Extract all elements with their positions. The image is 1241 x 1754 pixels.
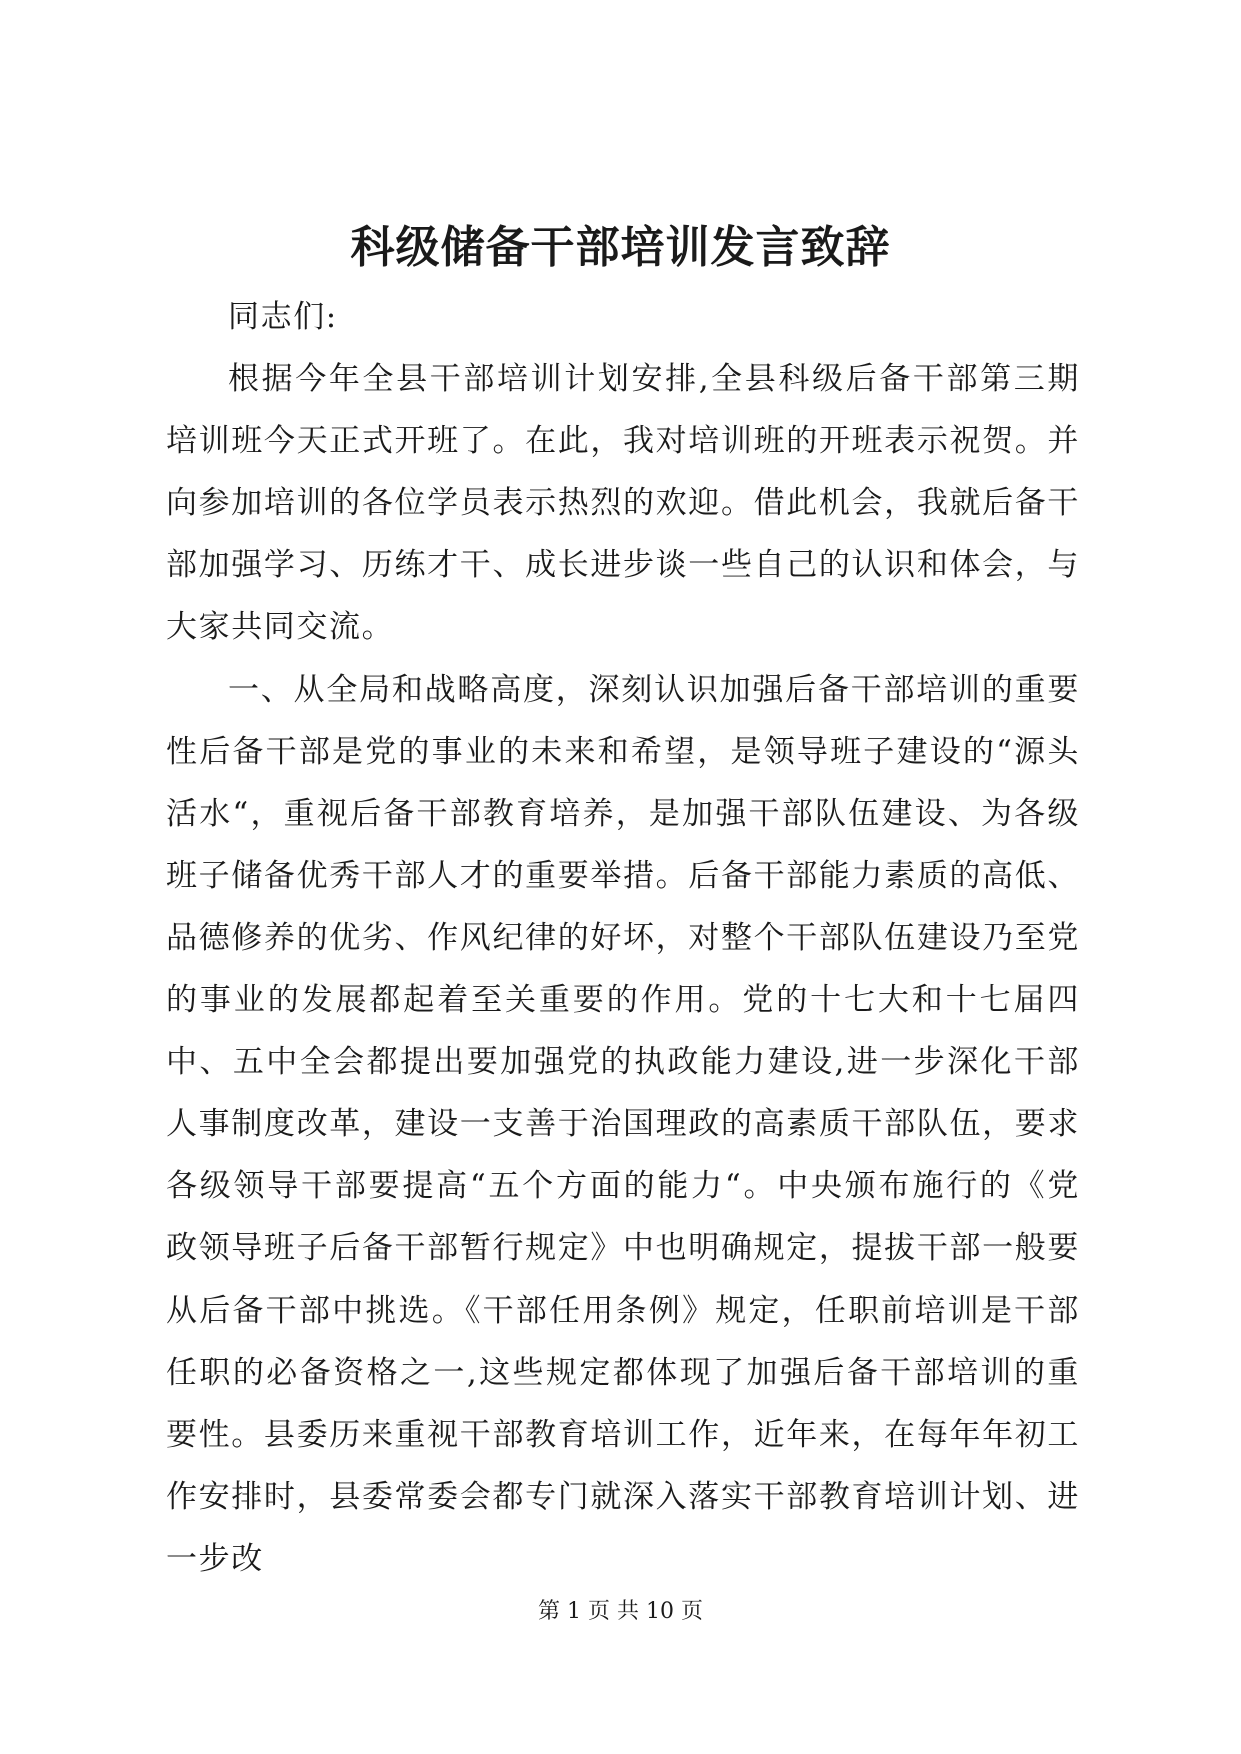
paragraph-1: 根据今年全县干部培训计划安排,全县科级后备干部第三期培训班今天正式开班了。在此，我对培训班的开班表示祝贺。并向参加培训的各位学员表示热烈的欢迎。借此机会，我就后备干部加强学习、历练才干、成长进步谈一些自己的认识和体会，与大家共同交流。	[166, 361, 1080, 646]
paragraph-2: 一、从全局和战略高度，深刻认识加强后备干部培训的重要性后备干部是党的事业的未来和希望，是领导班子建设的“源头活水“，重视后备干部教育培养，是加强干部队伍建设、为各级班子储备优秀干部人才的重要举措。后备干部能力素质的高低、品德修养的优劣、作风纪律的好坏，对整个干部队伍建设乃至党的事业的发展都起着至关重要的作用。党的十七大和十七届四中、五中全会都提出要加强党的执政能力建设,进一步深化干部人事制度改革，建设一支善于治国理政的高素质干部队伍，要求各级领导干部要提高“五个方面的能力“。中央颁布施行的《党政领导班子后备干部暂行规定》中也明确规定，提拔干部一般要从后备干部中挑选。《干部任用条例》规定，任职前培训是干部任职的必备资格之一,这些规定都体现了加强后备干部培训的重要性。县委历来重视干部教育培训工作，近年来，在每年年初工作安排时，县委常委会都专门就深入落实干部教育培训计划、进一步改	[166, 671, 1080, 1577]
document-body	[166, 286, 1080, 1590]
document-title: 科级储备干部培训发言致辞	[350, 222, 891, 273]
page-footer: 第 1 页 共 10 页	[538, 1599, 703, 1624]
salutation: 同志们:	[228, 299, 338, 335]
